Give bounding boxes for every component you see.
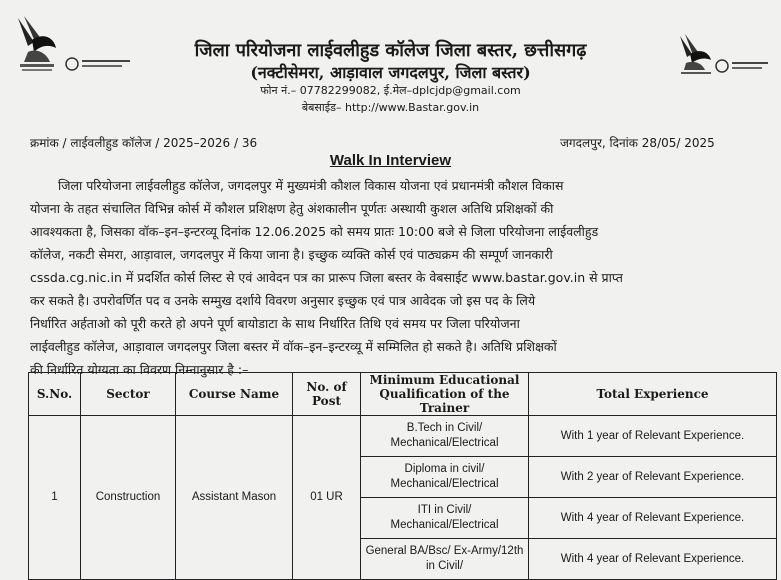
header-no-of-post: No. of Post	[293, 373, 361, 416]
letterhead-address: (नक्टीसेमरा, आड़ावाल जगदलपुर, जिला बस्तर)	[250, 63, 531, 82]
cell-experience: With 2 year of Relevant Experience.	[529, 457, 777, 498]
letterhead-website: बेबसाईड– http://www.Bastar.gov.in	[301, 101, 480, 114]
paragraph-line: cssda.cg.nic.in में प्रदर्शित कोर्स लिस्ट से एवं आवेदन पत्र का प्रारूप जिला बस्तर के वेबसाईट www.bastar.gov.in से प्राप्त	[30, 270, 623, 285]
paragraph-line: जिला परियोजना लाईवलीहुड कॉलेज, जगदलपुर में मुख्यमंत्री कौशल विकास योजना एवं प्रधानमंत्री कौशल विकास	[58, 178, 564, 193]
header-qualification: Minimum Educational Qualification of the Trainer	[361, 373, 529, 416]
paragraph-line: लाईवलीहुड कॉलेज, आड़ावाल जगदलपुर जिला बस्तर में वॉक–इन–इन्टरव्यू में सम्मिलित हो सकते है। अतिथि प्रशिक्षकों	[30, 339, 557, 354]
notice-title: Walk In Interview	[329, 152, 452, 169]
cell-sector: Construction	[81, 416, 176, 580]
table-row	[29, 416, 777, 457]
reference-date: जगदलपुर, दिनांक 28/05/ 2025	[560, 136, 715, 150]
cell-qualification: Diploma in civil/ Mechanical/Electrical	[361, 457, 529, 498]
letterhead-title: जिला परियोजना लाईवलीहुड कॉलेज जिला बस्तर, छत्तीसगढ़	[194, 40, 587, 61]
cell-experience: With 4 year of Relevant Experience.	[529, 498, 777, 539]
reference-number: क्रमांक / लाईवलीहुड कॉलेज / 2025–2026 / 36	[30, 136, 258, 150]
paragraph-line: कॉलेज, नकटी सेमरा, आड़ावाल, जगदलपुर में किया जाना है। इच्छुक व्यक्ति कोर्स एवं पाठ्यक्रम की सम्पूर्ण जानकारी	[30, 247, 553, 262]
paragraph-line: निर्धारित अर्हताओ को पूरी करते हो अपने पूर्ण बायोडाटा के साथ निर्धारित तिथि एवं समय पर जिला परियोजना	[30, 316, 520, 331]
header-course-name: Course Name	[176, 373, 293, 416]
trainer-requirement-table	[28, 372, 777, 580]
cell-qualification: ITI in Civil/ Mechanical/Electrical	[361, 498, 529, 539]
paragraph-line: कर सकते है। उपरोवर्णित पद व उनके सम्मुख दर्शाये विवरण अनुसार इच्छुक एवं पात्र आवेदक जो इस पद के लिये	[30, 293, 536, 308]
paragraph-line: आवश्यकता है, जिसका वॉक–इन–इन्टरव्यू दिनांक 12.06.2025 को समय प्रातः 10:00 बजे से जिला परियोजना लाईवलीहुड	[30, 224, 599, 239]
paragraph-line: की निर्धारित योग्यता का विवरण निम्नानुसार है :–	[30, 362, 249, 377]
cell-experience: With 4 year of Relevant Experience.	[529, 539, 777, 580]
letterhead-contact: फोन नं.– 07782299082, ई.मेल–dplcjdp@gmail.com	[260, 84, 521, 97]
cell-course: Assistant Mason	[176, 416, 293, 580]
table-header-row	[29, 373, 777, 416]
cell-sno: 1	[29, 416, 81, 580]
header-experience: Total Experience	[529, 373, 777, 416]
notice-paragraph	[30, 174, 770, 381]
cell-qualification: B.Tech in Civil/ Mechanical/Electrical	[361, 416, 529, 457]
cell-qualification: General BA/Bsc/ Ex-Army/12th in Civil/	[361, 539, 529, 580]
paragraph-line: योजना के तहत संचालित विभिन्न कोर्स में कौशल प्रशिक्षण हेतु अंशकालीन पूर्णतः अस्थायी कुशल अतिथि प्रशिक्षकों की	[30, 201, 554, 216]
cell-posts: 01 UR	[293, 416, 361, 580]
cell-experience: With 1 year of Relevant Experience.	[529, 416, 777, 457]
header-sector: Sector	[81, 373, 176, 416]
header-sno: S.No.	[29, 373, 81, 416]
